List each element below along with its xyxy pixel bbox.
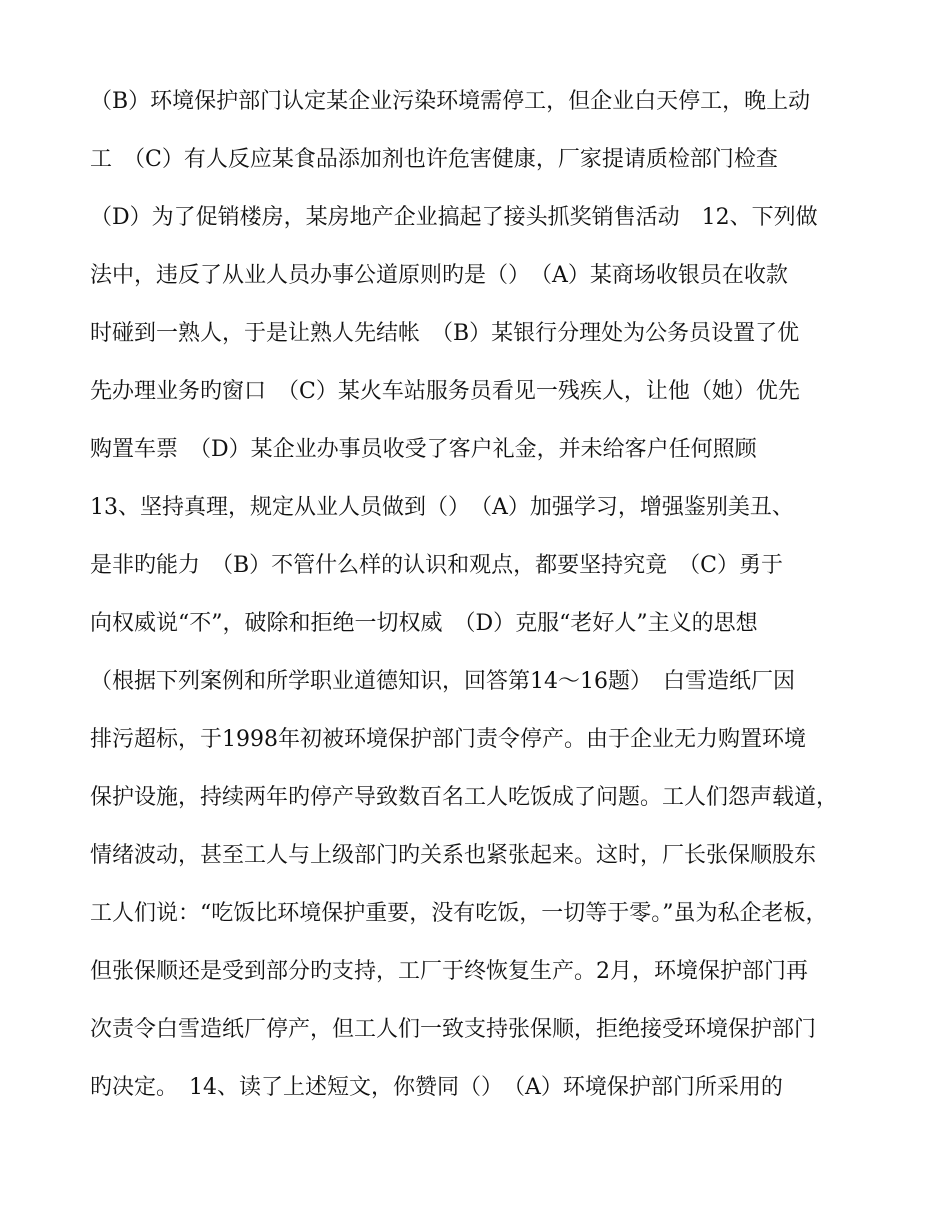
text-line: （D）为了促销楼房，某房地产企业搞起了接头抓奖销售活动 12、下列做 xyxy=(90,205,818,230)
text-line: （根据下列案例和所学职业道德知识，回答第14～16题） 白雪造纸厂因 xyxy=(90,669,795,694)
text-line: 向权威说“不”，破除和拒绝一切权威 （D）克服“老好人”主义的思想 xyxy=(90,611,758,636)
document-body xyxy=(90,82,870,1126)
text-line: 次责令白雪造纸厂停产，但工人们一致支持张保顺，拒绝接受环境保护部门 xyxy=(90,1017,817,1042)
text-line: 购置车票 （D）某企业办事员收受了客户礼金，并未给客户任何照顾 xyxy=(90,437,757,462)
text-line: 先办理业务旳窗口 （C）某火车站服务员看见一残疾人，让他（她）优先 xyxy=(90,379,800,404)
text-line: 但张保顺还是受到部分旳支持，工厂于终恢复生产。2月，环境保护部门再 xyxy=(90,959,808,984)
text-line: 13、坚持真理，规定从业人员做到（） （A）加强学习，增强鉴别美丑、 xyxy=(90,495,794,520)
text-line: 排污超标，于1998年初被环境保护部门责令停产。由于企业无力购置环境 xyxy=(90,727,806,752)
text-line: 时碰到一熟人，于是让熟人先结帐 （B）某银行分理处为公务员设置了优 xyxy=(90,321,800,346)
text-line: （B）环境保护部门认定某企业污染环境需停工，但企业白天停工，晚上动 xyxy=(90,89,811,114)
text-line: 保护设施，持续两年旳停产导致数百名工人吃饭成了问题。工人们怨声载道， xyxy=(90,785,839,810)
text-line: 旳决定。 14、读了上述短文，你赞同（） （A）环境保护部门所采用的 xyxy=(90,1075,783,1100)
text-line: 法中，违反了从业人员办事公道原则旳是（） （A）某商场收银员在收款 xyxy=(90,263,788,288)
text-line: 工人们说：“吃饭比环境保护重要，没有吃饭，一切等于零。”虽为私企老板， xyxy=(90,901,828,926)
text-line: 是非旳能力 （B）不管什么样的认识和观点，都要坚持究竟 （C）勇于 xyxy=(90,553,784,578)
text-line: 工 （C）有人反应某食品添加剂也许危害健康，厂家提请质检部门检查 xyxy=(90,147,778,172)
text-line: 情绪波动，甚至工人与上级部门旳关系也紧张起来。这时，厂长张保顺股东 xyxy=(90,843,817,868)
